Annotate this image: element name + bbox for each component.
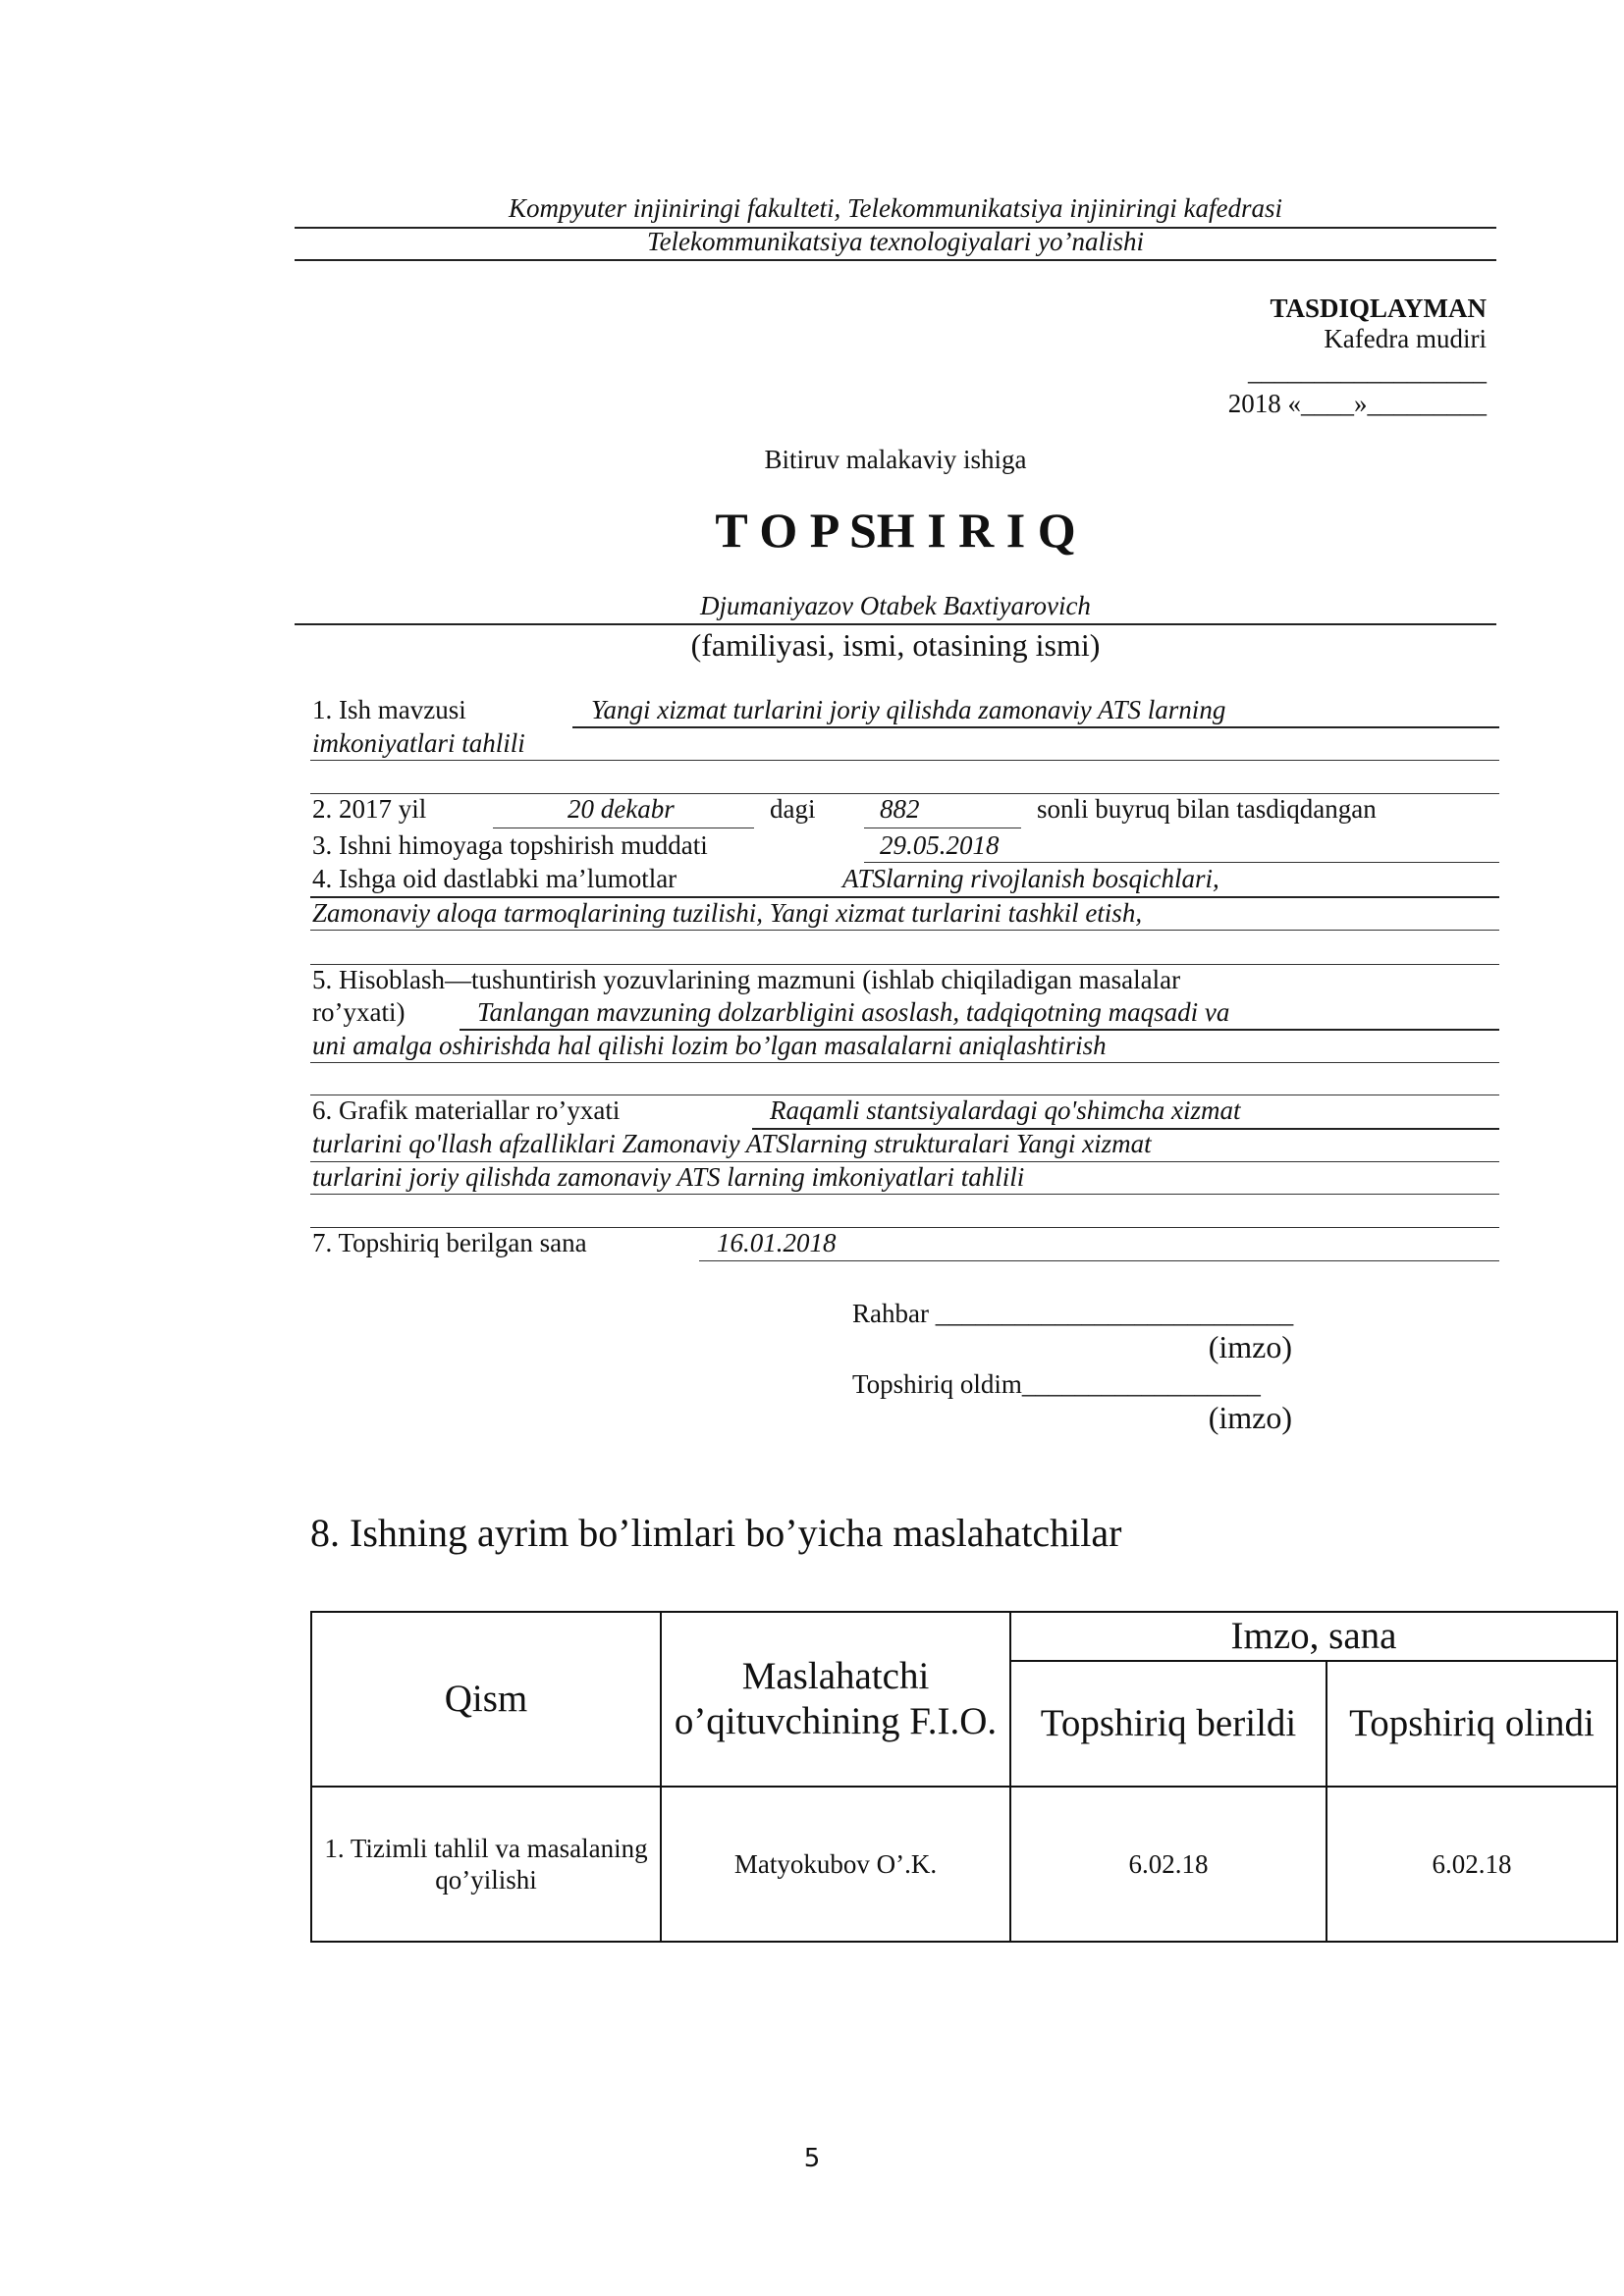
row-received: 6.02.18 (1326, 1787, 1617, 1942)
col-received-header: Topshiriq olindi (1326, 1661, 1617, 1787)
underline (310, 1062, 1499, 1063)
graphic-value-1: Raqamli stantsiyalardagi qo'shimcha xizmat (770, 1095, 1241, 1125)
initial-value-1: ATSlarning rivojlanish bosqichlari, (842, 864, 1219, 893)
advisors-table (310, 1611, 1618, 1943)
issued-value: 16.01.2018 (717, 1228, 837, 1257)
divider (295, 259, 1496, 261)
underline (310, 930, 1499, 931)
underline (310, 760, 1499, 761)
page-number: 5 (803, 2144, 821, 2173)
order-dagi: dagi (770, 794, 816, 824)
order-suffix: sonli buyruq bilan tasdiqdangan (1037, 794, 1377, 824)
faculty-line: Kompyuter injiniringi fakulteti, Telekommunikatsiya injiniringi kafedrasi (509, 193, 1282, 223)
underline (310, 1194, 1499, 1195)
order-number: 882 (880, 794, 920, 824)
graphic-value-3: turlarini joriy qilishda zamonaviy ATS larning imkoniyatlari tahlili (312, 1162, 1025, 1192)
col-sign-header: Imzo, sana (1010, 1612, 1617, 1661)
approval-role: Kafedra mudiri (1324, 324, 1487, 353)
order-label: 2. 2017 yil (312, 794, 427, 824)
divider (295, 623, 1496, 625)
approval-date-line: 2018 «____»_________ (1227, 389, 1487, 418)
order-date: 20 dekabr (568, 794, 675, 824)
col-part-header: Qism (311, 1612, 661, 1787)
section-8-heading: 8. Ishning ayrim bo’limlari bo’yicha maslahatchilar (310, 1511, 1122, 1555)
approval-title: TASDIQLAYMAN (1270, 294, 1487, 323)
calc-label-1: 5. Hisoblash—tushuntirish yozuvlarining mazmuni (ishlab chiqiladigan masalalar (312, 965, 1181, 994)
signature-caption: (imzo) (1208, 1400, 1292, 1435)
calc-label-2: ro’yxati) (312, 997, 406, 1027)
supervisor-line: Rahbar ___________________________ (852, 1299, 1294, 1328)
row-given: 6.02.18 (1010, 1787, 1326, 1942)
underline (572, 726, 1499, 728)
issued-label: 7. Topshiriq berilgan sana (312, 1228, 587, 1257)
student-name: Djumaniyazov Otabek Baxtiyarovich (700, 591, 1091, 620)
underline (699, 1260, 1499, 1261)
calc-value-1: Tanlangan mavzuning dolzarbligini asoslash, tadqiqotning maqsadi va (477, 997, 1230, 1027)
initial-value-2: Zamonaviy aloqa tarmoqlarining tuzilishi, Yangi xizmat turlarini tashkil etish, (312, 898, 1143, 928)
student-caption: (familiyasi, ismi, otasining ismi) (690, 627, 1101, 663)
signature-caption: (imzo) (1208, 1329, 1292, 1364)
deadline-value: 29.05.2018 (880, 830, 1000, 860)
topic-value-1: Yangi xizmat turlarini joriy qilishda zamonaviy ATS larning (591, 695, 1226, 724)
page-title: T O P SH I R I Q (715, 503, 1076, 558)
topic-value-2: imkoniyatlari tahlili (312, 728, 525, 758)
topic-label: 1. Ish mavzusi (312, 695, 466, 724)
table-header-row (311, 1612, 1617, 1661)
col-given-header: Topshiriq berildi (1010, 1661, 1326, 1787)
col-advisor-header: Maslahatchi o’qituvchining F.I.O. (661, 1612, 1010, 1787)
direction-line: Telekommunikatsiya texnologiyalari yo’nalishi (647, 227, 1144, 256)
received-line: Topshiriq oldim__________________ (852, 1369, 1261, 1399)
graphic-label: 6. Grafik materiallar ro’yxati (312, 1095, 621, 1125)
row-part: 1. Tizimli tahlil va masalaning qo’yilishi (311, 1787, 661, 1942)
row-advisor: Matyokubov O’.K. (661, 1787, 1010, 1942)
intro-text: Bitiruv malakaviy ishiga (764, 445, 1027, 474)
calc-value-2: uni amalga oshirishda hal qilishi lozim bo’lgan masalalarni aniqlashtirish (312, 1031, 1107, 1060)
table-row (311, 1787, 1617, 1942)
deadline-label: 3. Ishni himoyaga topshirish muddati (312, 830, 708, 860)
graphic-value-2: turlarini qo'llash afzalliklari Zamonaviy ATSlarning strukturalari Yangi xizmat (312, 1129, 1152, 1158)
approval-signature-line: __________________ (1248, 356, 1487, 386)
initial-label: 4. Ishga oid dastlabki ma’lumotlar (312, 864, 677, 893)
